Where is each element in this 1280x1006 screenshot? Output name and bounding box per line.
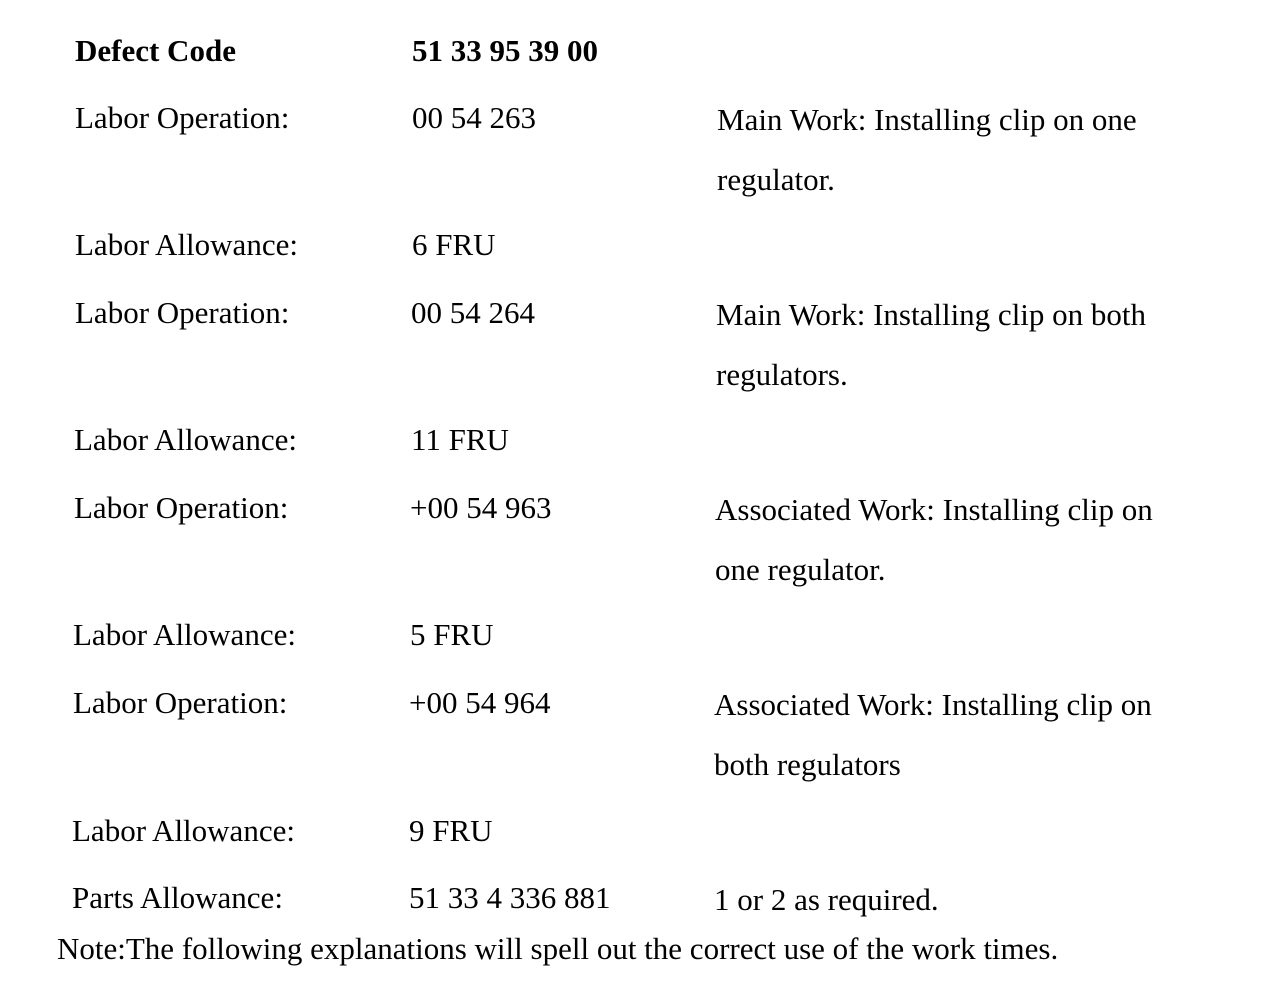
defect-code-value: 51 33 95 39 00 xyxy=(412,33,598,68)
row-description-continued: one regulator. xyxy=(715,552,886,587)
row-value: 9 FRU xyxy=(409,813,493,848)
row-value: 00 54 264 xyxy=(411,295,535,330)
row-value: +00 54 963 xyxy=(410,490,552,525)
row-description: Main Work: Installing clip on both xyxy=(716,297,1147,332)
row-label: Labor Operation: xyxy=(74,490,289,525)
row-description-continued: both regulators xyxy=(714,747,901,782)
row-label: Labor Operation: xyxy=(73,685,288,720)
defect-code-label: Defect Code xyxy=(75,33,236,68)
row-value: 00 54 263 xyxy=(412,100,536,135)
row-label: Labor Allowance: xyxy=(74,422,297,457)
row-description: 1 or 2 as required. xyxy=(714,882,939,917)
row-value: 6 FRU xyxy=(412,227,496,262)
row-label: Labor Allowance: xyxy=(72,813,295,848)
row-value: 51 33 4 336 881 xyxy=(409,880,611,915)
row-label: Labor Allowance: xyxy=(73,617,296,652)
row-description-continued: regulator. xyxy=(717,162,835,197)
row-value: 11 FRU xyxy=(411,422,509,457)
note-text: Note:The following explanations will spell out the correct use of the work times. xyxy=(57,931,1059,966)
row-value: +00 54 964 xyxy=(409,685,551,720)
row-label: Labor Allowance: xyxy=(75,227,298,262)
row-description-continued: regulators. xyxy=(716,357,848,392)
row-description: Main Work: Installing clip on one xyxy=(717,102,1137,137)
row-description: Associated Work: Installing clip on xyxy=(715,492,1153,527)
row-label: Labor Operation: xyxy=(75,295,290,330)
row-label: Parts Allowance: xyxy=(72,880,283,915)
row-description: Associated Work: Installing clip on xyxy=(714,687,1152,722)
row-label: Labor Operation: xyxy=(75,100,290,135)
row-value: 5 FRU xyxy=(410,617,494,652)
